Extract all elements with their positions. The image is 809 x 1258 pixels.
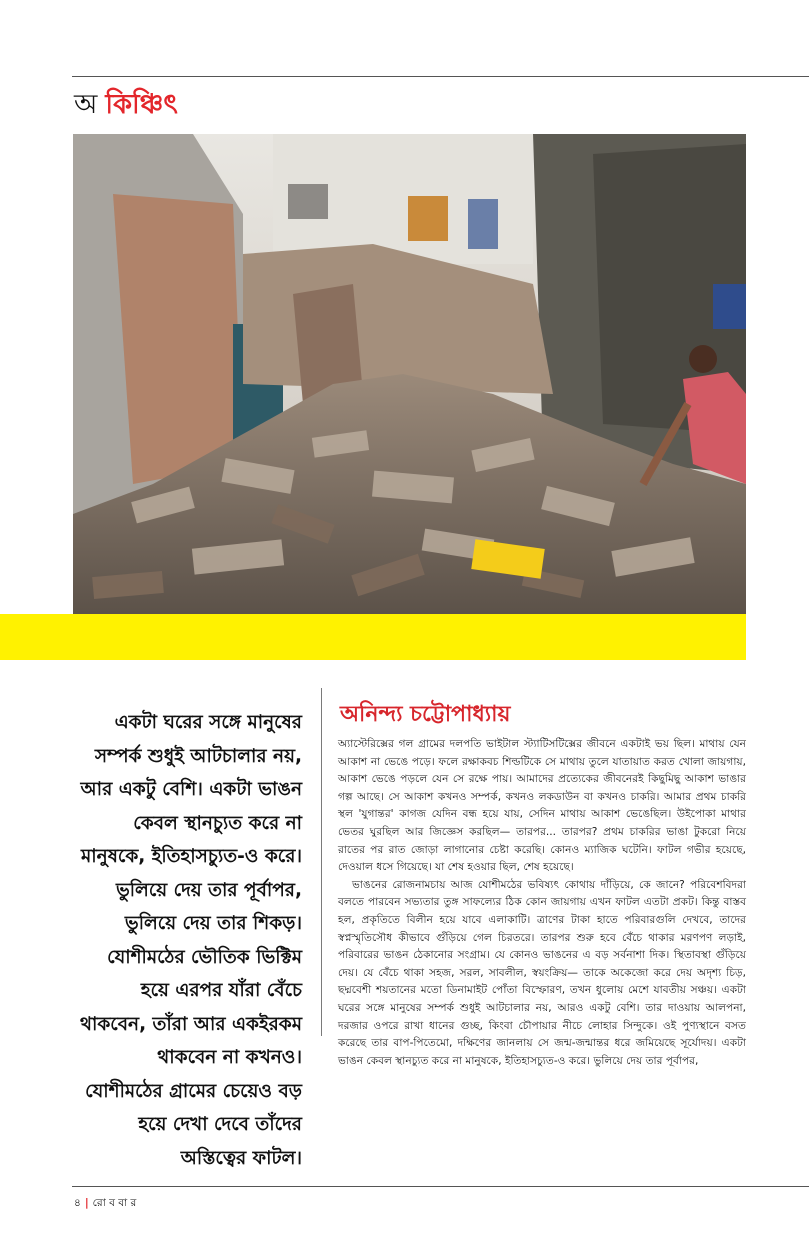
yellow-band xyxy=(0,614,746,660)
article-body xyxy=(338,736,746,1070)
magazine-name: রো ব বা র xyxy=(92,1197,137,1209)
top-rule xyxy=(72,76,809,77)
footer-separator: | xyxy=(84,1197,89,1209)
pull-quote: একটা ঘরের সঙ্গে মানুষের সম্পর্ক শুধুই আটচালার নয়, আর একটু বেশি। একটা ভাঙন কেবল স্থানচ্যুত করে না মানুষকে, ইতিহাসচ্যুত-ও করে। ভুলিয়ে দেয় তার পূর্বাপর, ভুলিয়ে দেয় তার শিকড়। যোশীমঠের ভৌতিক ভিক্টিম হয়ে এরপর যাঁরা বেঁচে থাকবেন, তাঁরা আর একইরকম থাকবেন না কখনও। যোশীমঠের গ্রামের চেয়েও বড় হয়ে দেখা দেবে তাঁদের অস্তিত্বের ফাটল। xyxy=(80,712,302,1169)
article-paragraph: অ্যাস্টেরিক্সের গল গ্রামের দলপতি ভাইটাল স্ট্যাটিসটিক্সের জীবনে একটাই ভয় ছিল। মাথায় যেন আকাশ না ভেঙে পড়ে। ফলে রক্ষাকবচ শিল্ডটিকে সে মাথায় তুলে যাতায়াত করত খোলা জায়গায়, আকাশ ভেঙে পড়লে যেন সে রক্ষে পায়। আমাদের প্রত্যেকের জীবনেরই কিছুমিছু আকাশ ভাঙার গল্প আছে। সে আকাশ কখনও সম্পর্ক, কখনও লকডাউন বা কখনও চাকরি। আমার প্রথম চাকরি স্থল 'যুগান্তর' কাগজ যেদিন বন্ধ হয়ে যায়, সেদিন মাথায় আকাশ ভেঙেছিল। উইপোকা মাথার ভেতর ঘুরছিল আর জিজ্ঞেস করছিল— তারপর... তারপর? প্রথম চাকরির ভাঙা টুকরো নিয়ে রাতের পর রাত জোড়া লাগানোর চেষ্টা করেছি। কোনও ম্যাজিক ঘটেনি। ফাটল গভীর হয়েছে, দেওয়াল ধসে গিয়েছে। যা শেষ হওয়ার ছিল, শেষ হয়েছে। xyxy=(338,738,746,874)
section-title: কিঞ্চিৎ xyxy=(105,89,178,120)
section-prefix: অ xyxy=(74,89,98,120)
collapsed-building-photo xyxy=(73,134,746,614)
page-number: ৪ xyxy=(74,1197,81,1209)
byline: অনিন্দ্য চট্টোপাধ্যায় xyxy=(340,702,511,727)
bottom-rule xyxy=(72,1186,809,1187)
page-footer xyxy=(74,1196,136,1213)
column-divider xyxy=(321,688,322,1036)
article-paragraph: ভাঙনের রোজনামচায় আজ যোশীমঠের ভবিষ্যৎ কোথায় দাঁড়িয়ে, কে জানে? পরিবেশবিদরা বলতে পারবেন সভ্যতার তুঙ্গ সাফল্যের ঠিক কোন জায়গায় এখন ফাটল এতটা প্রকট। কিন্তু বাস্তব হল, প্রকৃতিতে বিলীন হয়ে যাবে এলাকাটি। ত্রাণের টাকা হাতে পরিবারগুলি দেখবে, তাদের স্বপ্নস্মৃতিসৌধ কীভাবে গুঁড়িয়ে গেল চিরতরে। তারপর শুরু হবে বেঁচে থাকার মরণপণ লড়াই, পরিবারের ভাঙন ঠেকানোর সংগ্রাম। যে কোনও ভাঙনের এ বড় সর্বনাশা দিক। স্থিতাবস্থা গুঁড়িয়ে দেয়। যে বেঁচে থাকা সহজ, সরল, সাবলীল, স্বয়ংক্রিয়— তাকে অকেজো করে দেয় অদৃশ্য চিড়, ছদ্মবেশী শয়তানের মতো ডিনামাইট পোঁতা বিস্ফোরণ, তখন ধুলোয় মেশে যাবতীয় সঞ্চয়। একটা ঘরের সঙ্গে মানুষের সম্পর্ক শুধুই আটচালার নয়, আরও একটু বেশি। তার দাওয়ায় আলপনা, দরজার ওপরে রাখা ধানের গুচ্ছ, কিংবা চৌপায়ার নীচে লোহার সিন্দুকে। ওই পুণ্যস্থানে বসত করেছে তার বাপ-পিতেমো, দক্ষিণের জানলায় সে জন্ম-জন্মান্তর ধরে জমিয়েছে সূর্যোদয়। একটা ভাঙন কেবল স্থানচ্যুত করে না মানুষকে, ইতিহাসচ্যুত-ও করে। ভুলিয়ে দেয় তার পূর্বাপর, xyxy=(338,878,746,1067)
section-header xyxy=(74,88,178,122)
